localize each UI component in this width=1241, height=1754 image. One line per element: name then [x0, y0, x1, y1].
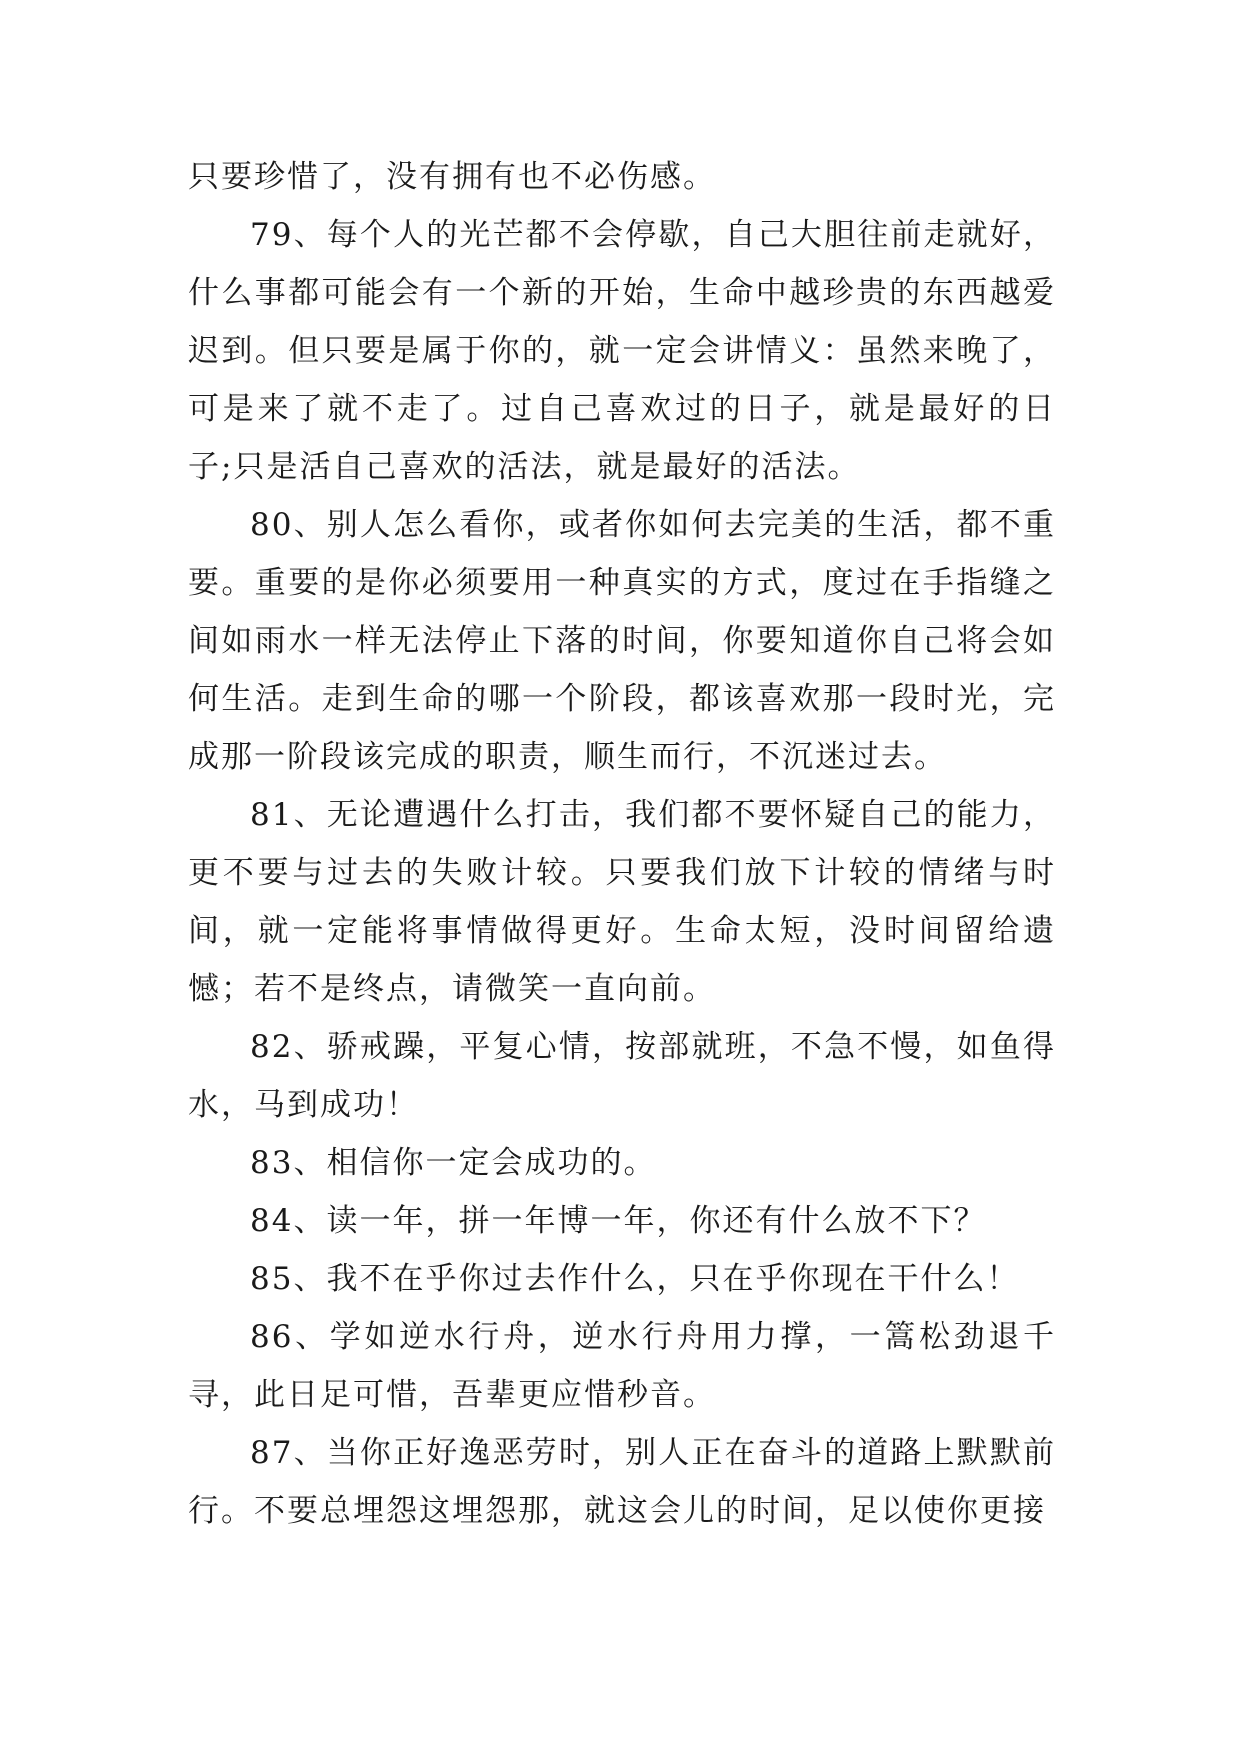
paragraph-82: 82、骄戒躁，平复心情，按部就班，不急不慢，如鱼得水，马到成功！ — [188, 1029, 1056, 1123]
paragraph-80: 80、别人怎么看你，或者你如何去完美的生活，都不重要。重要的是你必须要用一种真实的方式，度过在手指缝之间如雨水一样无法停止下落的时间，你要知道你自己将会如何生活。走到生命的哪一个阶段，都该喜欢那一段时光，完成那一阶段该完成的职责，顺生而行，不沉迷过去。 — [188, 507, 1056, 775]
paragraph-continuation: 只要珍惜了，没有拥有也不必伤感。 — [188, 159, 716, 195]
paragraph-86: 86、学如逆水行舟，逆水行舟用力撑，一篙松劲退千寻，此日足可惜，吾辈更应惜秒音。 — [188, 1319, 1056, 1413]
paragraph-79: 79、每个人的光芒都不会停歇，自己大胆往前走就好，什么事都可能会有一个新的开始，生命中越珍贵的东西越爱迟到。但只要是属于你的，就一定会讲情义：虽然来晚了，可是来了就不走了。过自己喜欢过的日子，就是最好的日子;只是活自己喜欢的活法，就是最好的活法。 — [188, 217, 1056, 485]
paragraph-87: 87、当你正好逸恶劳时，别人正在奋斗的道路上默默前行。不要总埋怨这埋怨那，就这会儿的时间，足以使你更接 — [188, 1435, 1056, 1529]
paragraph-84: 84、读一年，拼一年博一年，你还有什么放不下？ — [250, 1203, 987, 1239]
paragraph-83: 83、相信你一定会成功的。 — [250, 1145, 657, 1181]
paragraph-85: 85、我不在乎你过去作什么，只在乎你现在干什么！ — [250, 1261, 1020, 1297]
paragraph-81: 81、无论遭遇什么打击，我们都不要怀疑自己的能力，更不要与过去的失败计较。只要我们放下计较的情绪与时间，就一定能将事情做得更好。生命太短，没时间留给遗憾；若不是终点，请微笑一直向前。 — [188, 797, 1056, 1007]
document-body — [188, 148, 1056, 1540]
